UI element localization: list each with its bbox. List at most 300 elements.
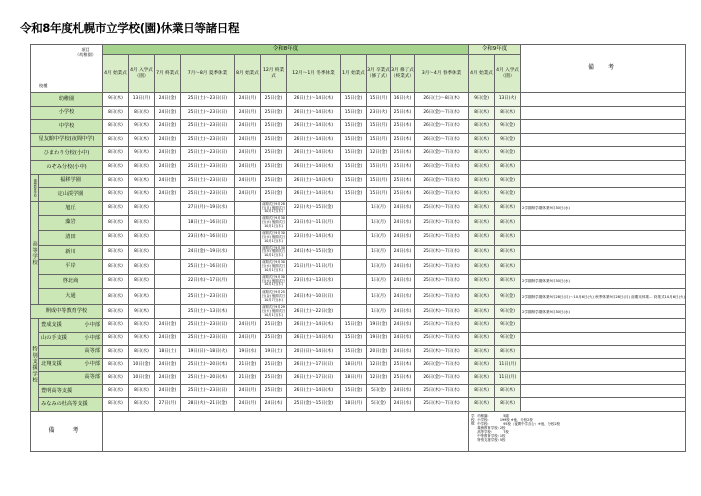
schedule-cell: 25日(木) — [391, 160, 415, 174]
schedule-cell: 20日(金) — [367, 345, 391, 358]
schedule-cell: 8日(水) — [103, 245, 129, 260]
schedule-cell: 26日(土)～14日(木) — [287, 385, 341, 398]
schedule-cell: 26日(金)～7日(水) — [415, 160, 469, 174]
schedule-cell: 9日(木) — [129, 188, 155, 202]
schedule-cell: 9日(木) — [129, 174, 155, 188]
table-row — [31, 289, 686, 305]
schedule-cell: 13日(月) — [129, 93, 155, 107]
schedule-cell — [235, 289, 261, 305]
schedule-cell: 24日(金) — [155, 372, 181, 385]
table-row — [31, 120, 686, 134]
schedule-cell — [155, 305, 181, 319]
schedule-cell: 8日(水) — [129, 230, 155, 245]
schedule-cell: 24日(金) — [155, 93, 181, 107]
schedule-cell: 前期式日9月29日(火) 後期式日10月1日(木) — [261, 305, 287, 319]
schedule-cell: 9日(金) — [495, 289, 521, 305]
school-name: 新川 — [39, 245, 103, 260]
table-row — [31, 216, 686, 231]
schedule-cell: 8日(木) — [469, 230, 495, 245]
schedule-cell: 8日(木) — [469, 133, 495, 147]
schedule-cell: 24日(木) — [261, 398, 287, 411]
row-note — [521, 319, 686, 332]
table-row — [31, 358, 686, 371]
school-name: ひまわり分校(小中) — [31, 147, 103, 161]
schedule-cell: 24日(金) — [155, 120, 181, 134]
schedule-cell: 12日(金) — [367, 372, 391, 385]
row-note — [521, 188, 686, 202]
schedule-cell: 8日(水) — [103, 345, 129, 358]
schedule-cell: 5日(金) — [367, 385, 391, 398]
schedule-cell: 25日(金) — [261, 147, 287, 161]
schedule-cell — [235, 260, 261, 275]
schedule-cell — [235, 274, 261, 289]
row-note: 2学期制学期休業9月28日(月)～10月6日(火) 秋季休業9月28日(月) 前期末休業… 終業式10月6日(火) — [521, 289, 686, 305]
schedule-cell: 9日(金) — [495, 188, 521, 202]
schedule-cell: 8日(木) — [469, 289, 495, 305]
schedule-cell: 8日(水) — [129, 245, 155, 260]
schedule-cell: 8日(木) — [469, 245, 495, 260]
row-note — [521, 93, 686, 107]
row-note: 2学期制学期休業9月30日(水) — [521, 274, 686, 289]
schedule-cell: 9日(木) — [129, 305, 155, 319]
school-name: のぞみ分校(小中) — [31, 160, 103, 174]
schedule-cell: 25日(木)～7日(水) — [415, 201, 469, 216]
schedule-cell: 25日(木) — [391, 358, 415, 371]
schedule-cell — [235, 216, 261, 231]
school-name: 清田 — [39, 230, 103, 245]
schedule-cell — [341, 216, 367, 231]
schedule-cell — [155, 274, 181, 289]
schedule-cell: 25日(木)～7日(水) — [415, 216, 469, 231]
schedule-cell: 18日(月) — [341, 358, 367, 371]
schedule-cell: 26日(金)～7日(水) — [415, 120, 469, 134]
schedule-cell: 8日(木) — [495, 106, 521, 120]
schedule-cell: 24日(月) — [235, 147, 261, 161]
table-row — [31, 93, 686, 107]
schedule-cell: 8日(木) — [495, 385, 521, 398]
schedule-cell: 8日(木) — [469, 120, 495, 134]
school-name: 平岸 — [39, 260, 103, 275]
school-name: 星友館中学校(夜間中学) — [31, 133, 103, 147]
column-header: 3月 卒業式 （修了式） — [367, 55, 391, 93]
schedule-cell: 9日(木) — [129, 133, 155, 147]
schedule-cell: 前期式日9月30日(水) 後期式日10月1日(木) — [261, 216, 287, 231]
table-row — [31, 133, 686, 147]
schedule-cell: 25日(木)～7日(水) — [415, 289, 469, 305]
schedule-cell: 8日(水) — [103, 216, 129, 231]
schedule-cell: 8日(水) — [103, 201, 129, 216]
schedule-cell — [341, 230, 367, 245]
column-header: 7月～8月 夏季休業 — [181, 55, 235, 93]
schedule-cell: 15日(金) — [341, 106, 367, 120]
table-row — [31, 160, 686, 174]
schedule-cell: 18日(月) — [341, 398, 367, 411]
schedule-cell: 24日(水) — [391, 345, 415, 358]
schedule-cell: 24日(木)～15日(金) — [287, 245, 341, 260]
schedule-cell: 15日(金) — [341, 385, 367, 398]
row-note — [521, 245, 686, 260]
schedule-cell: 16日(火) — [391, 93, 415, 107]
school-name — [39, 372, 103, 385]
schedule-cell: 15日(金) — [341, 120, 367, 134]
schedule-cell: 24日(月) — [235, 332, 261, 345]
schedule-cell: 18日(月) — [341, 372, 367, 385]
schedule-cell: 20日(日)～14日(木) — [287, 345, 341, 358]
schedule-cell: 9日(金) — [495, 174, 521, 188]
schedule-cell: 15日(月) — [367, 188, 391, 202]
schedule-cell: 26日(土)～17日(日) — [287, 358, 341, 371]
schedule-cell: 25日(木) — [391, 106, 415, 120]
schedule-cell: 8日(木) — [495, 230, 521, 245]
schedule-cell: 25日(金) — [261, 106, 287, 120]
schedule-cell: 18日(土) — [155, 345, 181, 358]
schedule-cell: 26日(土)～14日(木) — [287, 160, 341, 174]
schedule-cell: 23日(水)～11日(月) — [287, 216, 341, 231]
column-header: 7月 終業式 — [155, 55, 181, 93]
schedule-cell: 21日(月)～11日(月) — [287, 260, 341, 275]
schedule-cell: 26日(金)～7日(水) — [415, 188, 469, 202]
school-count-line: 特別支援学校: 5校 — [477, 437, 506, 442]
schedule-cell: 25日(土)～13日(木) — [181, 305, 235, 319]
school-label: 豊成支援 — [41, 321, 62, 328]
column-header: 4月 始業式 — [103, 55, 129, 93]
schedule-cell: 19日(水) — [235, 345, 261, 358]
schedule-cell: 15日(金) — [341, 319, 367, 332]
row-note — [521, 260, 686, 275]
table-row — [31, 260, 686, 275]
school-name: 啓北商 — [39, 274, 103, 289]
schedule-cell: 1日(月) — [367, 230, 391, 245]
schedule-cell: 24日(金) — [155, 332, 181, 345]
schedule-cell: 8日(木) — [469, 398, 495, 411]
school-count-line: 中等教育学校: 1校 — [477, 433, 506, 438]
schedule-cell: 9日(木) — [103, 93, 129, 107]
schedule-cell: 13日(火) — [495, 93, 521, 107]
schedule-cell: 25日(土)～23日(日) — [181, 106, 235, 120]
schedule-cell: 15日(月) — [367, 133, 391, 147]
schedule-cell: 28日(火)～21日(金) — [181, 398, 235, 411]
schedule-cell: 26日(土)～14日(木) — [287, 147, 341, 161]
schedule-cell: 25日(土)～23日(日) — [181, 93, 235, 107]
schedule-cell: 8日(木) — [469, 188, 495, 202]
table-row — [31, 147, 686, 161]
schedule-cell: 25日(木)～7日(水) — [415, 260, 469, 275]
schedule-cell: 25日(金) — [261, 332, 287, 345]
schedule-cell: 11日(月) — [495, 372, 521, 385]
schedule-cell: 24日(木)～10日(日) — [287, 289, 341, 305]
school-label: 北翔支援 — [41, 361, 62, 368]
schedule-cell — [341, 305, 367, 319]
schedule-cell: 8日(木) — [495, 201, 521, 216]
schedule-cell: 25日(金) — [261, 133, 287, 147]
schedule-cell: 前期式日9月28日(月) 後期式日10月1日(木) — [261, 201, 287, 216]
schedule-cell: 25日(土)～23日(日) — [181, 289, 235, 305]
schedule-cell: 15日(金) — [341, 188, 367, 202]
schedule-cell: 25日(土)～23日(日) — [181, 160, 235, 174]
schedule-cell: 25日(土)～16日(日) — [181, 260, 235, 275]
school-name: 定山渓学園 — [39, 188, 103, 202]
schedule-cell: 1日(月) — [367, 305, 391, 319]
schedule-cell: 8日(水) — [103, 358, 129, 371]
schedule-cell — [341, 274, 367, 289]
footer-row — [31, 411, 686, 451]
schedule-cell: 24日(水) — [391, 230, 415, 245]
schedule-cell: 1日(月) — [367, 260, 391, 275]
schedule-cell: 24日(水) — [391, 398, 415, 411]
schedule-cell: 25日(木) — [391, 133, 415, 147]
table-row — [31, 385, 686, 398]
schedule-cell: 24日(水) — [391, 289, 415, 305]
row-note — [521, 147, 686, 161]
schedule-cell: 25日(木)～7日(水) — [415, 319, 469, 332]
schedule-cell: 27日(月)～19日(水) — [181, 201, 235, 216]
schedule-cell: 8日(木) — [469, 332, 495, 345]
year-header-r9: 令和9年度 — [469, 45, 521, 55]
schedule-cell: 1日(月) — [367, 245, 391, 260]
schedule-cell: 8日(水) — [129, 260, 155, 275]
schedule-cell: 8日(水) — [103, 160, 129, 174]
schedule-cell: 24日(水) — [391, 385, 415, 398]
schedule-cell: 24日(水) — [391, 305, 415, 319]
school-name: 福移学園 — [39, 174, 103, 188]
school-name — [39, 319, 103, 332]
school-label: みなみの杜高等支援 — [41, 400, 88, 407]
row-note — [521, 216, 686, 231]
table-row — [31, 201, 686, 216]
schedule-cell: 22日(火)～15日(金) — [287, 201, 341, 216]
corner-item-label: 項目 （幼稚園） — [75, 47, 96, 57]
division-label: 小中部 — [84, 321, 100, 328]
schedule-cell: 8日(水) — [103, 133, 129, 147]
schedule-cell: 15日(金) — [341, 93, 367, 107]
row-note — [521, 230, 686, 245]
school-name — [39, 332, 103, 345]
schedule-cell — [341, 201, 367, 216]
schedule-cell: 10日(金) — [129, 358, 155, 371]
table-row — [31, 174, 686, 188]
schedule-cell: 24日(月) — [235, 93, 261, 107]
year-header-r8: 令和8年度 — [103, 45, 469, 55]
schedule-cell: 23日(水)～13日(水) — [287, 274, 341, 289]
schedule-cell: 8日(木) — [469, 106, 495, 120]
schedule-cell — [235, 305, 261, 319]
schedule-cell: 24日(水) — [391, 332, 415, 345]
row-note — [521, 398, 686, 411]
schedule-cell: 26日(金)～7日(水) — [415, 372, 469, 385]
school-name: 大通 — [39, 289, 103, 305]
row-note — [521, 358, 686, 371]
column-header: 1月 始業式 — [341, 55, 367, 93]
schedule-cell: 8日(水) — [129, 319, 155, 332]
schedule-cell: 前期式日9月25日(金) 後期式日10月7日(水) — [261, 289, 287, 305]
schedule-cell: 25日(木)～7日(水) — [415, 398, 469, 411]
schedule-cell: 8日(水) — [129, 274, 155, 289]
school-name: 幼稚園 — [31, 93, 103, 107]
schedule-cell: 25日(土)～23日(日) — [181, 332, 235, 345]
notes-header: 備 考 — [521, 45, 686, 93]
schedule-cell: 25日(土)～23日(日) — [181, 133, 235, 147]
column-header: 12月 終業式 — [261, 55, 287, 93]
row-note — [521, 174, 686, 188]
schedule-cell: 22日(水)～17日(月) — [181, 274, 235, 289]
table-row — [31, 230, 686, 245]
column-header: 4月 始業式 — [469, 55, 495, 93]
schedule-cell: 15日(金) — [341, 345, 367, 358]
schedule-cell: 24日(水) — [391, 245, 415, 260]
schedule-cell: 8日(水) — [129, 106, 155, 120]
schedule-cell: 5日(金) — [367, 398, 391, 411]
schedule-cell: 26日(土)～14日(木) — [287, 106, 341, 120]
schedule-cell: 1日(月) — [367, 201, 391, 216]
school-count-line: 幼稚園: 5園 — [477, 413, 509, 418]
schedule-cell: 24日(金) — [155, 319, 181, 332]
schedule-cell — [155, 245, 181, 260]
schedule-cell: 15日(月) — [367, 160, 391, 174]
schedule-cell: 25日(木) — [391, 174, 415, 188]
column-header: 4月 入学式 （園） — [495, 55, 521, 93]
schedule-cell: 8日(水) — [103, 230, 129, 245]
schedule-cell: 26日(金)～7日(水) — [415, 106, 469, 120]
schedule-cell: 25日(土)～23日(日) — [181, 147, 235, 161]
school-label: 豊明高等支援 — [41, 387, 73, 394]
column-header: 3月 修了式 （終業式） — [391, 55, 415, 93]
table-row — [31, 188, 686, 202]
schedule-cell: 24日(月) — [235, 319, 261, 332]
schedule-cell: 24日(月) — [235, 160, 261, 174]
group-label-compulsory: 義務教育学校 — [31, 174, 39, 201]
schedule-cell: 9日(木) — [129, 289, 155, 305]
schedule-cell: 12日(金) — [367, 358, 391, 371]
school-name: 藻岩 — [39, 216, 103, 231]
row-note — [521, 160, 686, 174]
schedule-cell: 12日(金) — [367, 147, 391, 161]
schedule-cell: 1日(月) — [367, 216, 391, 231]
row-note — [521, 133, 686, 147]
schedule-cell: 24日(金)～19日(水) — [181, 245, 235, 260]
table-row — [31, 305, 686, 319]
schedule-cell: 24日(月) — [235, 133, 261, 147]
column-header: 12月～1月 冬季休業 — [287, 55, 341, 93]
schedule-cell: 25日(木)～7日(水) — [415, 245, 469, 260]
schedule-cell: 15日(月) — [367, 120, 391, 134]
schedule-cell: 24日(水) — [391, 216, 415, 231]
schedule-cell: 26日(土)～14日(木) — [287, 188, 341, 202]
schedule-cell — [155, 201, 181, 216]
schedule-cell: 24日(水) — [391, 274, 415, 289]
table-row — [31, 345, 686, 358]
schedule-cell: 8日(水) — [103, 332, 129, 345]
schedule-cell: 26日(土)～22日(金) — [287, 305, 341, 319]
schedule-cell: 8日(水) — [129, 216, 155, 231]
division-label: 小中部 — [84, 361, 100, 368]
schedule-cell: 15日(月) — [367, 174, 391, 188]
schedule-cell: 24日(金) — [155, 358, 181, 371]
group-label-special: 特別支援学校 — [31, 319, 39, 411]
schedule-cell: 25日(土)～20日(木) — [181, 372, 235, 385]
schedule-cell: 8日(水) — [103, 174, 129, 188]
schedule-cell: 25日(木)～7日(水) — [415, 345, 469, 358]
schedule-cell — [155, 289, 181, 305]
schedule-cell: 1日(月) — [367, 289, 391, 305]
schedule-cell: 8日(水) — [103, 372, 129, 385]
schedule-cell — [155, 260, 181, 275]
schedule-cell: 25日(金) — [261, 188, 287, 202]
schedule-cell: 25日(土)～23日(日) — [181, 174, 235, 188]
schedule-cell: 8日(木) — [469, 174, 495, 188]
table-row — [31, 245, 686, 260]
corner-type-label: 校種 — [39, 82, 48, 88]
schedule-table — [30, 44, 686, 452]
schedule-cell: 24日(月) — [235, 106, 261, 120]
schedule-cell: 15日(金) — [341, 147, 367, 161]
schedule-cell: 10日(金) — [129, 372, 155, 385]
schedule-cell: 9日(金) — [495, 147, 521, 161]
division-label: 高等部 — [84, 348, 100, 355]
schedule-cell: 8日(木) — [495, 245, 521, 260]
schedule-cell: 1日(月) — [367, 274, 391, 289]
schedule-cell: 8日(水) — [103, 274, 129, 289]
schedule-cell: 25日(木) — [391, 188, 415, 202]
schedule-cell: 26日(金)～7日(水) — [415, 358, 469, 371]
school-count-line: 小学校: 199校 ※他、分校2校 — [477, 417, 533, 422]
table-row — [31, 372, 686, 385]
schedule-cell: 25日(土)～20日(木) — [181, 358, 235, 371]
schedule-cell: 8日(木) — [469, 345, 495, 358]
row-note — [521, 120, 686, 134]
schedule-cell: 9日(金) — [469, 93, 495, 107]
row-note: 2学期制学期休業9月30日(水) — [521, 305, 686, 319]
schedule-cell: 25日(金) — [261, 174, 287, 188]
schedule-cell: 24日(金) — [155, 106, 181, 120]
schedule-cell: 15日(金) — [341, 332, 367, 345]
schedule-cell: 9日(金) — [495, 319, 521, 332]
column-header: 8月 始業式 — [235, 55, 261, 93]
footer-label: 備 考 — [31, 411, 103, 451]
schedule-cell: 26日(土)～14日(木) — [287, 332, 341, 345]
schedule-cell: 8日(木) — [495, 160, 521, 174]
schedule-cell: 26日(土)～14日(木) — [287, 93, 341, 107]
schedule-cell: 26日(金)～7日(水) — [415, 174, 469, 188]
schedule-cell: 15日(月) — [367, 93, 391, 107]
schedule-cell: 25日(木) — [391, 372, 415, 385]
schedule-cell: 8日(水) — [103, 398, 129, 411]
row-note — [521, 332, 686, 345]
schedule-cell: 8日(木) — [469, 358, 495, 371]
schedule-cell — [341, 289, 367, 305]
schedule-cell: 8日(水) — [103, 106, 129, 120]
schedule-cell: 9日(木) — [129, 120, 155, 134]
schedule-cell: 前期式日9月30日(水) 後期式日10月1日(木) — [261, 245, 287, 260]
schedule-cell: 8日(水) — [129, 345, 155, 358]
schedule-cell: 25日(金) — [261, 160, 287, 174]
schedule-cell: 26日(金)～7日(水) — [415, 133, 469, 147]
schedule-cell: 8日(水) — [129, 398, 155, 411]
schedule-cell: 23日(木)～16日(日) — [181, 230, 235, 245]
schedule-cell: 24日(金) — [155, 188, 181, 202]
school-name — [39, 358, 103, 371]
schedule-cell: 前期式日9月30日(水) 後期式日10月1日(木) — [261, 230, 287, 245]
footer-notes-group — [471, 414, 683, 442]
schedule-cell: 24日(月) — [235, 120, 261, 134]
schedule-cell: 24日(月) — [235, 188, 261, 202]
schedule-cell: 9日(金) — [495, 133, 521, 147]
row-note — [521, 385, 686, 398]
schedule-cell: 8日(水) — [103, 305, 129, 319]
schedule-cell: 18日(土)～16日(日) — [181, 216, 235, 231]
schedule-cell: 26日(土)～14日(木) — [287, 120, 341, 134]
schedule-cell: 24日(月) — [235, 398, 261, 411]
school-name: 小学校 — [31, 106, 103, 120]
